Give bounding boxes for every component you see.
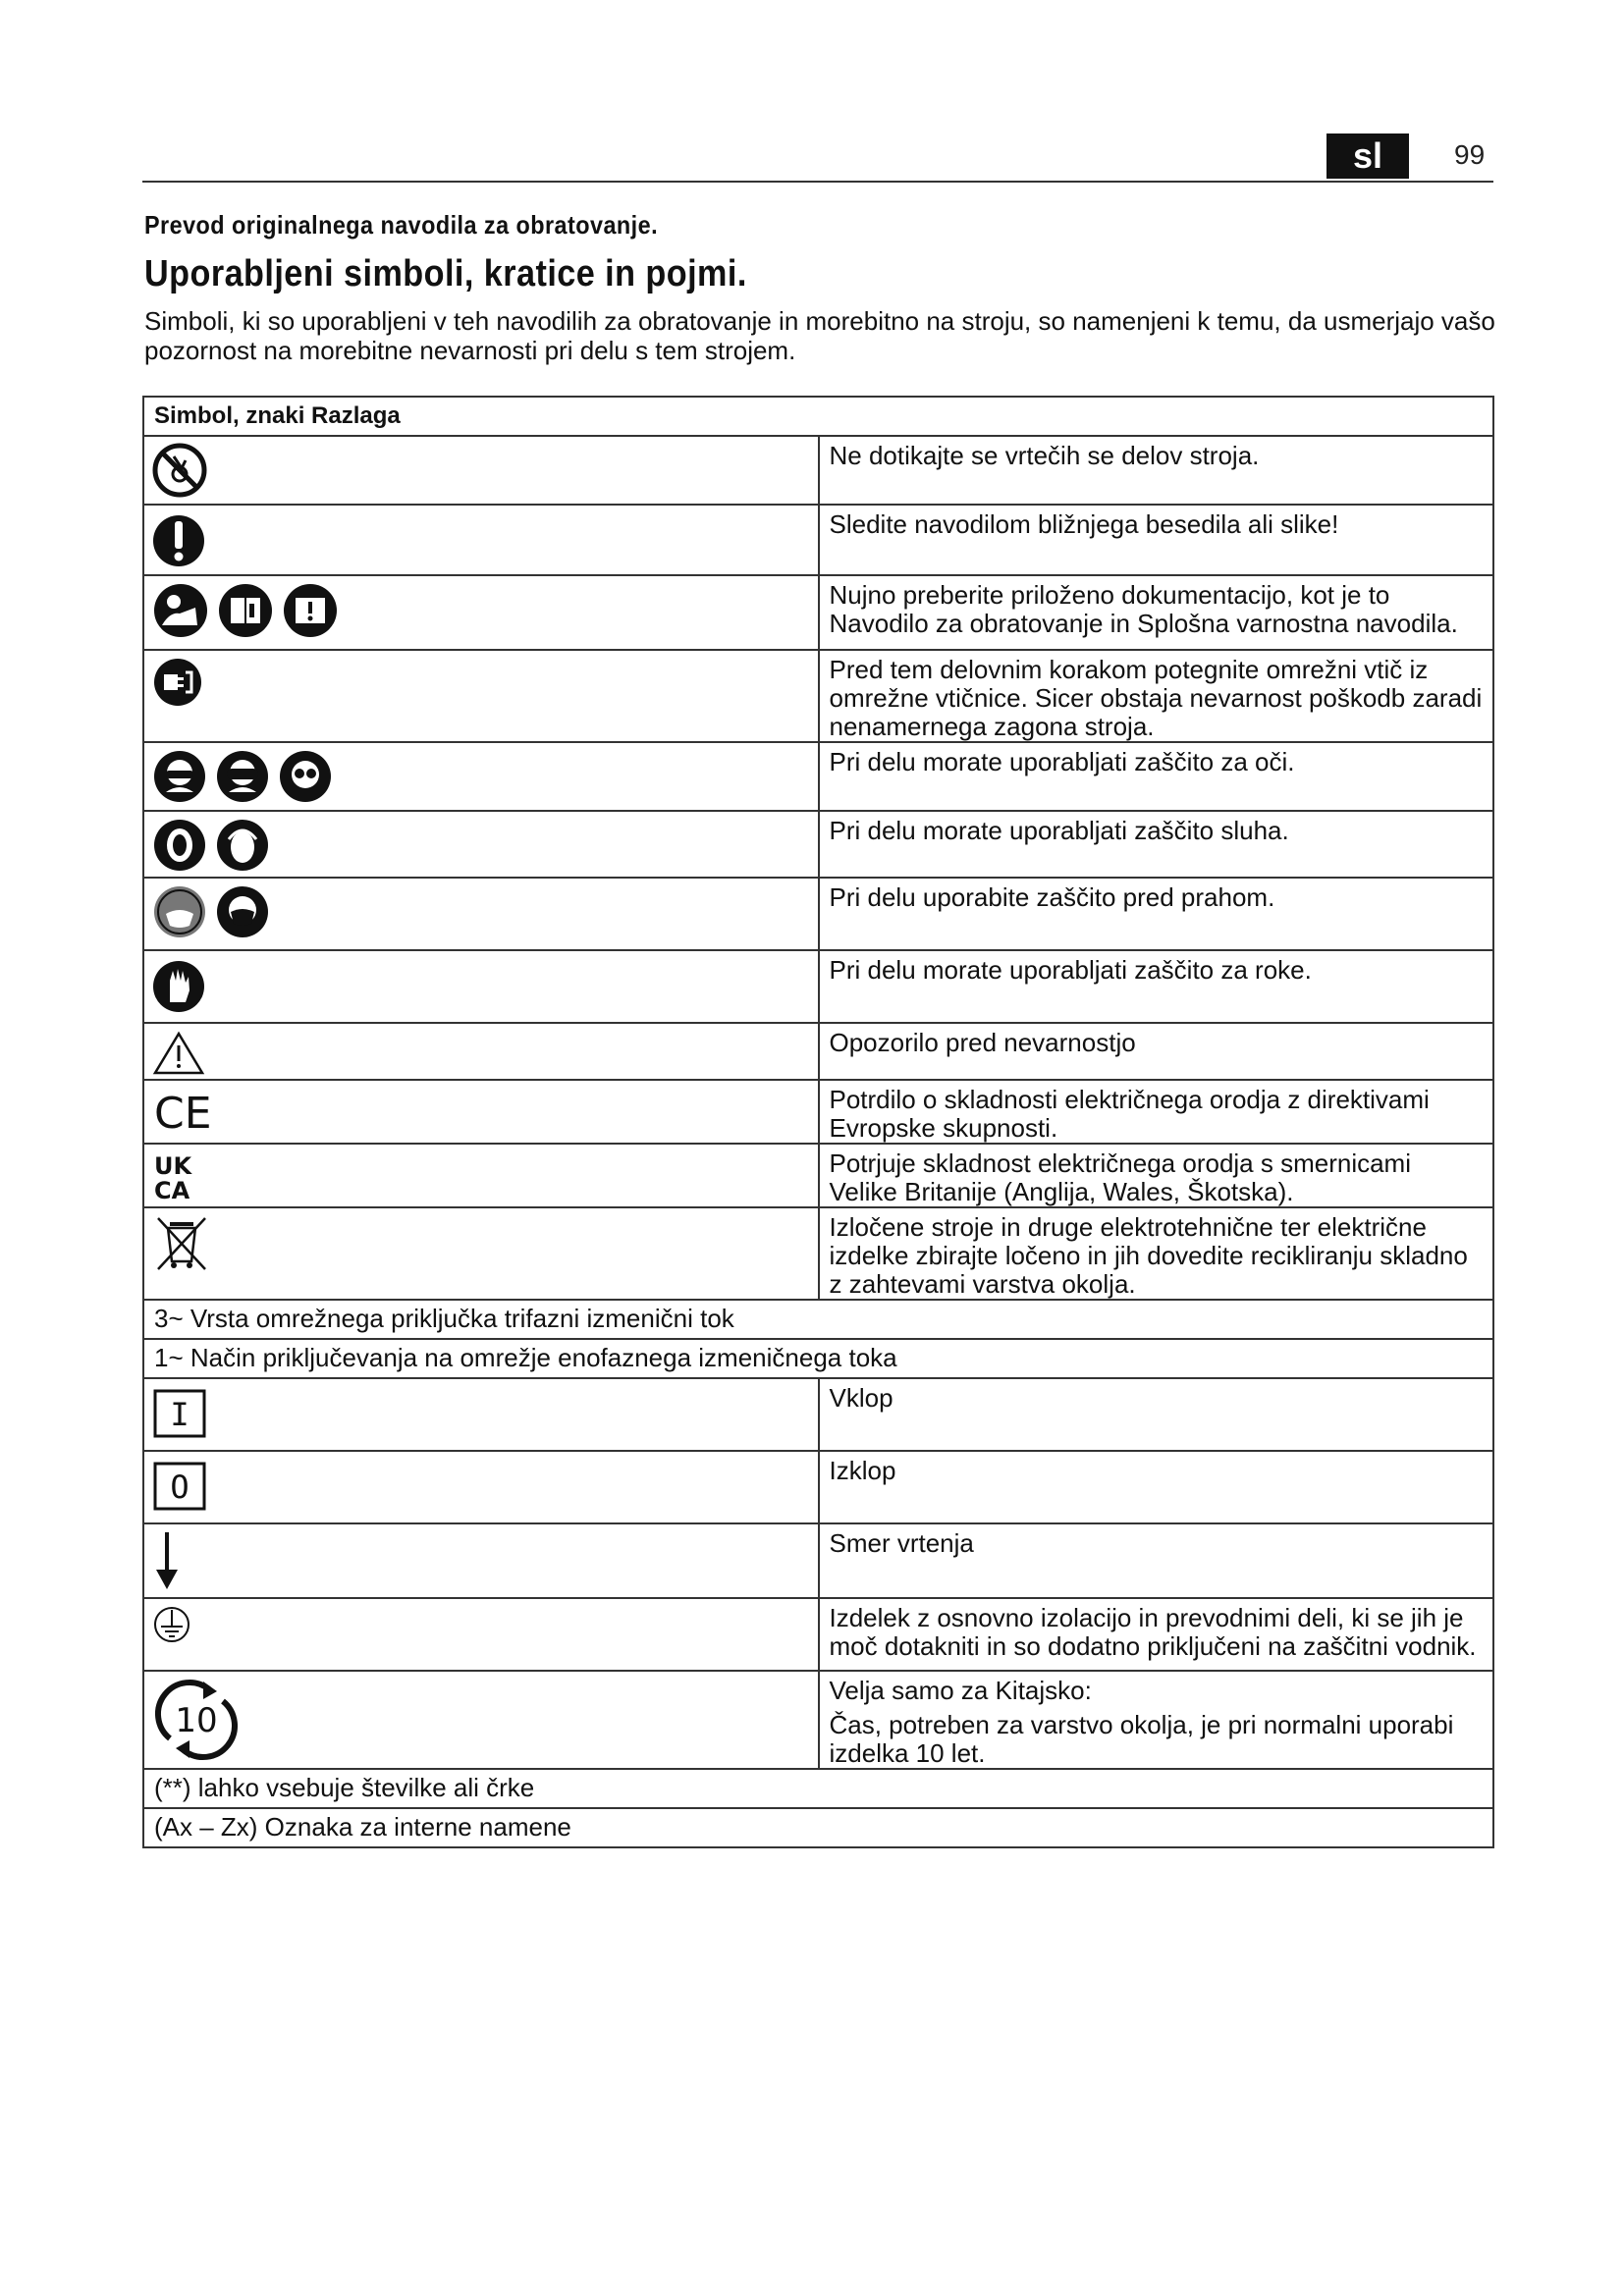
symbol-cell (143, 1671, 819, 1769)
language-badge: sl (1326, 133, 1409, 179)
description-line: Velja samo za Kitajsko: (829, 1676, 1092, 1705)
svg-text:10: 10 (175, 1701, 218, 1740)
unplug-icon (152, 657, 203, 708)
description-cell: Izločene stroje in druge elektrotehnične ter električne izdelke zbirajte ločeno in jih dovedite recikliranju skladno z zahtevami varstva okolja. (819, 1207, 1494, 1300)
page-header (142, 130, 1493, 183)
table-row (143, 1207, 1493, 1300)
symbol-cell (143, 505, 819, 575)
table-row (143, 1378, 1493, 1451)
symbol-cell (143, 878, 819, 950)
ear-muffs-icon (215, 818, 270, 873)
table-row (143, 1598, 1493, 1671)
symbol-cell (143, 1144, 819, 1207)
svg-text:I: I (170, 1396, 189, 1433)
svg-text:CA: CA (154, 1177, 190, 1201)
efup-10-icon (152, 1678, 241, 1762)
symbols-table (142, 396, 1494, 1848)
table-header-row (143, 397, 1493, 436)
full-width-cell: 3~ Vrsta omrežnega priključka trifazni izmenični tok (143, 1300, 1493, 1339)
weee-bin-icon (152, 1214, 211, 1273)
svg-text:CE: CE (154, 1089, 212, 1134)
table-row (143, 1023, 1493, 1080)
description-cell: Vklop (819, 1378, 1494, 1451)
read-manual-icon (152, 582, 209, 639)
description-cell: Pri delu morate uporabljati zaščito za oči. (819, 742, 1494, 811)
symbol-cell (143, 742, 819, 811)
page-number: 99 (1454, 139, 1486, 170)
description-cell: Pred tem delovnim korakom potegnite omrežni vtič iz omrežne vtičnice. Sicer obstaja nevarnost poškodb zaradi nenamernega zagona stroja. (819, 650, 1494, 742)
power-on-icon (152, 1385, 207, 1440)
manual-warning-icon (282, 582, 339, 639)
info-book-icon (217, 582, 274, 639)
svg-text:O: O (170, 1468, 189, 1506)
table-row (143, 1451, 1493, 1523)
respirator-icon (215, 884, 270, 939)
symbol-cell (143, 575, 819, 650)
table-header-cell: Simbol, znaki Razlaga (143, 397, 1493, 436)
table-row (143, 1144, 1493, 1207)
dust-mask-icon (152, 884, 207, 939)
description-cell: Nujno preberite priloženo dokumentacijo, kot je to Navodilo za obratovanje in Splošna varnostna navodila. (819, 575, 1494, 650)
description-cell: Izklop (819, 1451, 1494, 1523)
full-width-cell: (Ax – Zx) Oznaka za interne namene (143, 1808, 1493, 1847)
symbol-cell (143, 1598, 819, 1671)
safety-glasses-icon (278, 749, 333, 804)
description-cell: Pri delu uporabite zaščito pred prahom. (819, 878, 1494, 950)
goggles-icon (215, 749, 270, 804)
symbol-cell (143, 1023, 819, 1080)
eye-protection-icon (152, 749, 207, 804)
table-row (143, 1300, 1493, 1339)
table-row (143, 436, 1493, 505)
description-cell: Izdelek z osnovno izolacijo in prevodnimi deli, ki se jih je moč dotakniti in so dodatno priključeni na zaščitni vodnik. (819, 1598, 1494, 1671)
description-cell: Smer vrtenja (819, 1523, 1494, 1598)
symbol-cell (143, 950, 819, 1023)
table-row (143, 505, 1493, 575)
table-row (143, 1523, 1493, 1598)
table-row (143, 650, 1493, 742)
ce-mark-icon (152, 1087, 215, 1134)
symbol-cell (143, 1523, 819, 1598)
svg-text:UK: UK (154, 1152, 192, 1180)
full-width-cell: 1~ Način priključevanja na omrežje enofaznega izmeničnega toka (143, 1339, 1493, 1378)
description-cell: Sledite navodilom bližnjega besedila ali slike! (819, 505, 1494, 575)
description-cell: Potrdilo o skladnosti električnega orodja z direktivami Evropske skupnosti. (819, 1080, 1494, 1144)
symbol-cell (143, 436, 819, 505)
document-subtitle: Prevod originalnega navodila za obratovanje. (144, 210, 659, 240)
ear-protection-icon (152, 818, 207, 873)
table-row (143, 950, 1493, 1023)
description-cell: Potrjuje skladnost električnega orodja s smernicami Velike Britanije (Anglija, Wales, Škotska). (819, 1144, 1494, 1207)
description-cell: Ne dotikajte se vrtečih se delov stroja. (819, 436, 1494, 505)
table-row (143, 811, 1493, 878)
table-row (143, 742, 1493, 811)
no-touch-rotating-icon (152, 443, 207, 498)
symbol-cell (143, 1378, 819, 1451)
symbol-cell (143, 1207, 819, 1300)
gloves-icon (152, 957, 205, 1014)
warning-triangle-icon (152, 1030, 205, 1077)
table-row (143, 575, 1493, 650)
symbol-cell (143, 650, 819, 742)
symbol-cell (143, 811, 819, 878)
protective-earth-icon (152, 1605, 191, 1644)
symbol-cell (143, 1451, 819, 1523)
intro-paragraph: Simboli, ki so uporabljeni v teh navodilih za obratovanje in morebitno na stroju, so namenjeni k temu, da usmerjajo vašo pozornost na morebitne nevarnosti pri delu s tem strojem. (144, 306, 1495, 365)
ukca-mark-icon (152, 1150, 199, 1201)
exclamation-icon (152, 511, 205, 568)
rotation-arrow-icon (152, 1530, 182, 1591)
table-row (143, 1080, 1493, 1144)
table-row (143, 1339, 1493, 1378)
section-title: Uporabljeni simboli, kratice in pojmi. (144, 253, 747, 294)
table-row (143, 1769, 1493, 1808)
power-off-icon (152, 1458, 207, 1513)
table-row (143, 1671, 1493, 1769)
description-cell: Opozorilo pred nevarnostjo (819, 1023, 1494, 1080)
description-cell: Pri delu morate uporabljati zaščito sluha. (819, 811, 1494, 878)
symbol-cell (143, 1080, 819, 1144)
description-cell (819, 1671, 1494, 1769)
table-row (143, 878, 1493, 950)
full-width-cell: (**) lahko vsebuje številke ali črke (143, 1769, 1493, 1808)
description-cell: Pri delu morate uporabljati zaščito za roke. (819, 950, 1494, 1023)
description-line: Čas, potreben za varstvo okolja, je pri normalni uporabi izdelka 10 let. (829, 1710, 1454, 1768)
table-row (143, 1808, 1493, 1847)
